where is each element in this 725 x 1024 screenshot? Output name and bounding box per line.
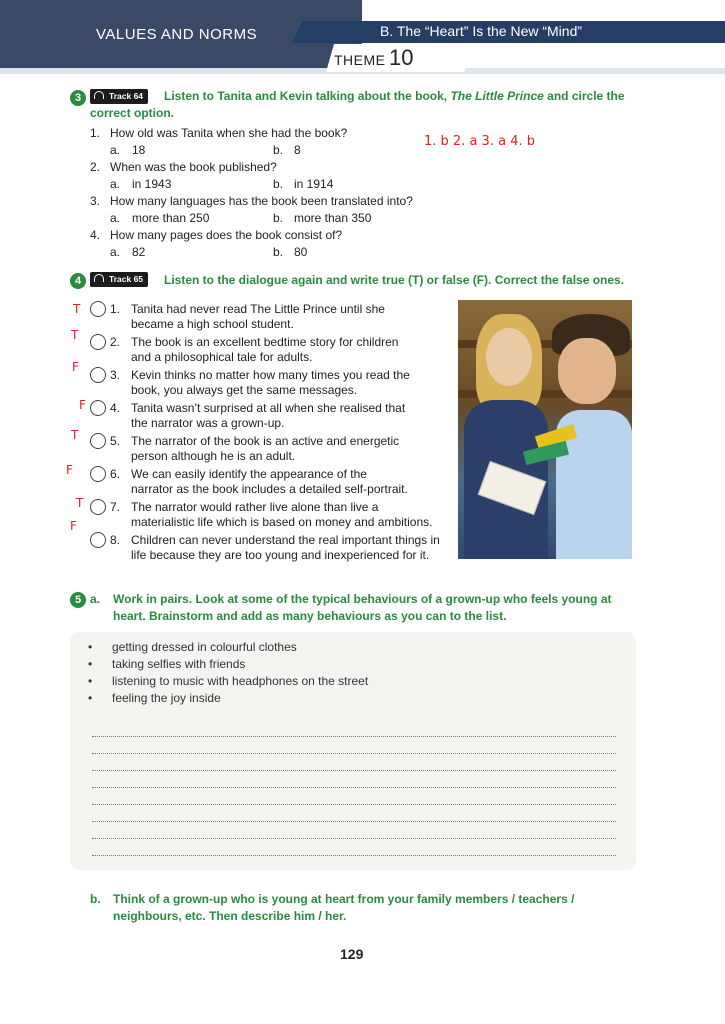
question-number: 3.: [90, 194, 101, 208]
answer-line[interactable]: [92, 753, 616, 754]
exercise-3-instruction: [164, 88, 625, 105]
option-b-label: b.: [273, 177, 284, 191]
ex5-part-b-label: b.: [90, 892, 101, 906]
item-number: 1.: [110, 302, 121, 316]
question-text: How many pages does the book consist of?: [110, 228, 343, 242]
tf-mark: T: [73, 302, 81, 316]
statement-line2: life because they are too young and inexperienced for it.: [131, 548, 430, 562]
answer-line[interactable]: [92, 821, 616, 822]
statement-line1: The book is an excellent bedtime story for children: [131, 335, 399, 349]
tf-radio[interactable]: [90, 334, 106, 350]
girl-face: [486, 328, 532, 386]
boy-face: [558, 338, 616, 404]
statement-line1: We can easily identify the appearance of the: [131, 467, 367, 481]
question-text: When was the book published?: [110, 160, 277, 174]
behaviour-text: listening to music with headphones on the street: [112, 674, 369, 688]
tf-radio[interactable]: [90, 532, 106, 548]
tf-mark: T: [71, 428, 79, 442]
tf-mark: T: [71, 328, 79, 342]
tf-mark: F: [66, 463, 73, 477]
headphones-icon: [94, 274, 104, 282]
item-number: 3.: [110, 368, 121, 382]
ex5-instruction-line2: heart. Brainstorm and add as many behaviours as you can to the list.: [113, 609, 507, 623]
answer-line[interactable]: [92, 770, 616, 771]
list-item: • listening to music with headphones on the street: [88, 674, 369, 688]
option-a-label: a.: [110, 245, 121, 259]
option-b[interactable]: 80: [294, 245, 308, 259]
ex5-b-instruction-line1: Think of a grown-up who is young at heart from your family members / teachers /: [113, 892, 575, 906]
answer-line[interactable]: [92, 838, 616, 839]
option-a[interactable]: in 1943: [132, 177, 172, 191]
item-number: 4.: [110, 401, 121, 415]
answer-line[interactable]: [92, 804, 616, 805]
behaviour-text: feeling the joy inside: [112, 691, 221, 705]
handwritten-answers: 1. b 2. a 3. a 4. b: [424, 134, 535, 149]
behaviour-text: getting dressed in colourful clothes: [112, 640, 297, 654]
question-number: 4.: [90, 228, 101, 242]
exercise-4-instruction: Listen to the dialogue again and write true (T) or false (F). Correct the false ones.: [164, 273, 625, 287]
option-b[interactable]: more than 350: [294, 211, 372, 225]
tf-radio[interactable]: [90, 400, 106, 416]
item-number: 8.: [110, 533, 121, 547]
statement-line2: person although he is an adult.: [131, 449, 296, 463]
exercise-3-number: 3: [70, 90, 86, 106]
page-number: 129: [340, 946, 364, 962]
question-text: How old was Tanita when she had the book?: [110, 126, 348, 140]
item-number: 6.: [110, 467, 121, 481]
tf-mark: F: [79, 398, 86, 412]
list-item: • taking selfies with friends: [88, 657, 246, 671]
ex3-book-title: The Little Prince: [450, 89, 544, 103]
section-title: VALUES AND NORMS: [96, 26, 258, 43]
statement-line1: The narrator of the book is an active and energetic: [131, 434, 400, 448]
option-a[interactable]: more than 250: [132, 211, 210, 225]
tf-radio[interactable]: [90, 301, 106, 317]
ex5-b-instruction-line2: neighbours, etc. Then describe him / her.: [113, 909, 347, 923]
statement-line2: and a philosophical tale for adults.: [131, 350, 313, 364]
option-a[interactable]: 18: [132, 143, 146, 157]
theme-label: THEME: [334, 52, 386, 68]
statement-line1: Tanita wasn’t surprised at all when she realised that: [131, 401, 406, 415]
answer-line[interactable]: [92, 787, 616, 788]
track-65-label: Track 65: [109, 274, 144, 284]
item-number: 5.: [110, 434, 121, 448]
statement-line2: materialistic life which is based on money and ambitions.: [131, 515, 433, 529]
statement-line2: book, you always get the same messages.: [131, 383, 358, 397]
statement-line1: The narrator would rather live alone than live a: [131, 500, 379, 514]
statement-line1: Tanita had never read The Little Prince until she: [131, 302, 385, 316]
tf-radio[interactable]: [90, 367, 106, 383]
statement-line1: Kevin thinks no matter how many times you read the: [131, 368, 410, 382]
ex3-instruction-part-a: Listen to Tanita and Kevin talking about the book,: [164, 89, 448, 103]
option-a-label: a.: [110, 143, 121, 157]
true-false-list: [60, 300, 460, 570]
question-number: 2.: [90, 160, 101, 174]
option-a[interactable]: 82: [132, 245, 146, 259]
tf-radio[interactable]: [90, 499, 106, 515]
option-b[interactable]: in 1914: [294, 177, 334, 191]
ex5-instruction-line1: Work in pairs. Look at some of the typical behaviours of a grown-up who feels young at: [113, 592, 612, 606]
option-b-label: b.: [273, 245, 284, 259]
headphones-icon: [94, 91, 104, 99]
unit-subtitle: B. The “Heart” Is the New “Mind”: [380, 23, 583, 39]
statement-line2: became a high school student.: [131, 317, 294, 331]
answer-line[interactable]: [92, 855, 616, 856]
option-b[interactable]: 8: [294, 143, 301, 157]
theme-number: 10: [389, 45, 414, 70]
item-number: 7.: [110, 500, 121, 514]
exercise-3-instruction-line2: correct option.: [90, 106, 175, 120]
item-number: 2.: [110, 335, 121, 349]
statement-line1: Children can never understand the real important things in: [131, 533, 440, 547]
ex3-instruction-part-b: and circle the: [547, 89, 625, 103]
option-a-label: a.: [110, 211, 121, 225]
tf-mark: F: [72, 360, 79, 374]
tf-radio[interactable]: [90, 466, 106, 482]
question-number: 1.: [90, 126, 101, 140]
behaviour-text: taking selfies with friends: [112, 657, 246, 671]
students-photo: [458, 300, 632, 559]
option-b-label: b.: [273, 143, 284, 157]
tf-radio[interactable]: [90, 433, 106, 449]
track-65-badge[interactable]: [90, 272, 148, 287]
track-64-badge[interactable]: [90, 89, 148, 104]
exercise-5-number: 5: [70, 592, 86, 608]
list-item: • feeling the joy inside: [88, 691, 221, 705]
question-text: How many languages has the book been translated into?: [110, 194, 413, 208]
option-b-label: b.: [273, 211, 284, 225]
behaviour-list: [88, 639, 608, 707]
track-64-label: Track 64: [109, 91, 144, 101]
statement-line2: narrator as the book includes a detailed self-portrait.: [131, 482, 408, 496]
tf-mark: F: [70, 519, 77, 533]
statement-line2: the narrator was a grown-up.: [131, 416, 285, 430]
tf-mark: T: [76, 496, 84, 510]
ex5-part-a-label: a.: [90, 592, 101, 606]
answer-line[interactable]: [92, 736, 616, 737]
list-item: • getting dressed in colourful clothes: [88, 640, 297, 654]
option-a-label: a.: [110, 177, 121, 191]
exercise-4-number: 4: [70, 273, 86, 289]
